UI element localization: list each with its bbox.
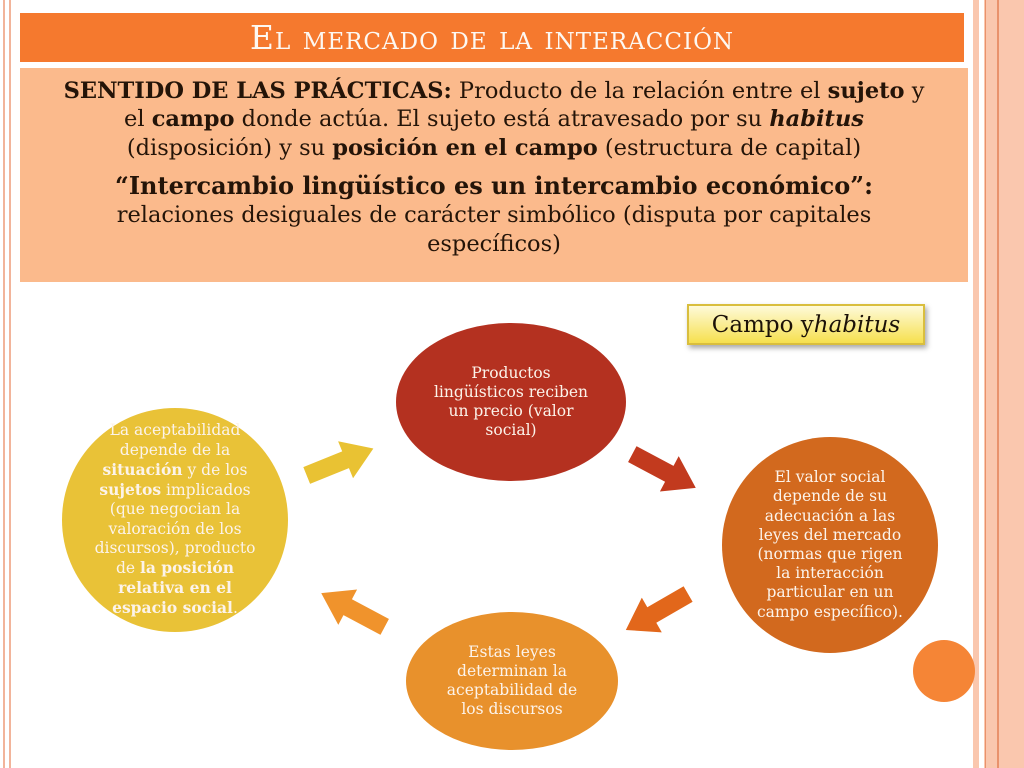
circle-left-text [86,421,264,618]
intro-p1-text-5: (estructura de capital) [597,134,862,161]
campo-habitus-label [687,304,925,345]
circle-top-text: Productos lingüísticos reciben un precio (valor social) [433,363,589,440]
intro-p1-bold-2: sujeto [827,78,905,104]
slide-title: El mercado de la interacción [249,18,735,57]
intro-p1-bold-4: posición en el campo [332,134,598,161]
arrow-top-to-right-icon [623,436,705,505]
arrow-right-to-bottom-icon [616,577,698,648]
left-border-stripe-1 [3,0,5,768]
right-border-line-2 [997,0,999,768]
circle-left-bold-2: sujetos [99,480,162,500]
intro-p1-text-4: (disposición) y su [126,134,333,161]
circle-top-productos [396,323,626,481]
label-text: Campo y [711,311,814,338]
label-habitus-italic: habitus [813,311,901,338]
intro-paragraph-2 [62,171,926,258]
circle-left-bold-3: la posición relativa en el espacio social [112,557,235,618]
right-border-line-1 [985,0,986,768]
circle-left-text-2: y de los [182,460,248,479]
circle-left-text-3: implicados (que negocian la valoración de los discursos), producto de [94,481,256,577]
intro-p1-bolditalic-habitus: habitus [769,106,864,133]
circle-right-text: El valor social depende de su adecuación a las leyes del mercado (normas que rigen la interacción particular en un campo específico). [757,468,903,621]
circle-bottom-leyes [406,612,618,750]
arrow-left-to-top-icon [299,430,381,494]
intro-paragraph-1 [62,77,926,162]
circle-right-valor-social [722,437,938,653]
decorative-orange-dot [913,640,975,702]
circle-left-text-4: . [232,599,238,618]
circle-bottom-text: Estas leyes determinan la aceptabilidad de los discursos [446,642,578,719]
arrow-bottom-to-left-icon [312,575,394,644]
circle-left-text-1: La aceptabilidad depende de la [109,421,241,459]
intro-p1-text-1: Producto de la relación entre el [451,78,828,104]
intro-p1-bold-1: SENTIDO DE LAS PRÁCTICAS: [63,78,452,104]
title-bar [20,13,964,62]
left-border-stripe-2 [9,0,11,768]
circle-left-aceptabilidad [62,408,288,632]
intro-p2-text: relaciones desiguales de carácter simbólico (disputa por capitales específicos) [116,202,872,257]
intro-p1-bold-3: campo [151,106,235,133]
intro-block [20,68,968,282]
intro-p1-text-2: y el [124,78,925,133]
right-border-stripe-1 [973,0,979,768]
intro-p2-bold-quote: “Intercambio lingüístico es un intercambio económico”: [115,171,873,201]
right-border-panel [984,0,1024,768]
intro-p1-text-3: donde actúa. El sujeto está atravesado por su [234,106,770,133]
circle-left-bold-1: situación [102,459,183,479]
